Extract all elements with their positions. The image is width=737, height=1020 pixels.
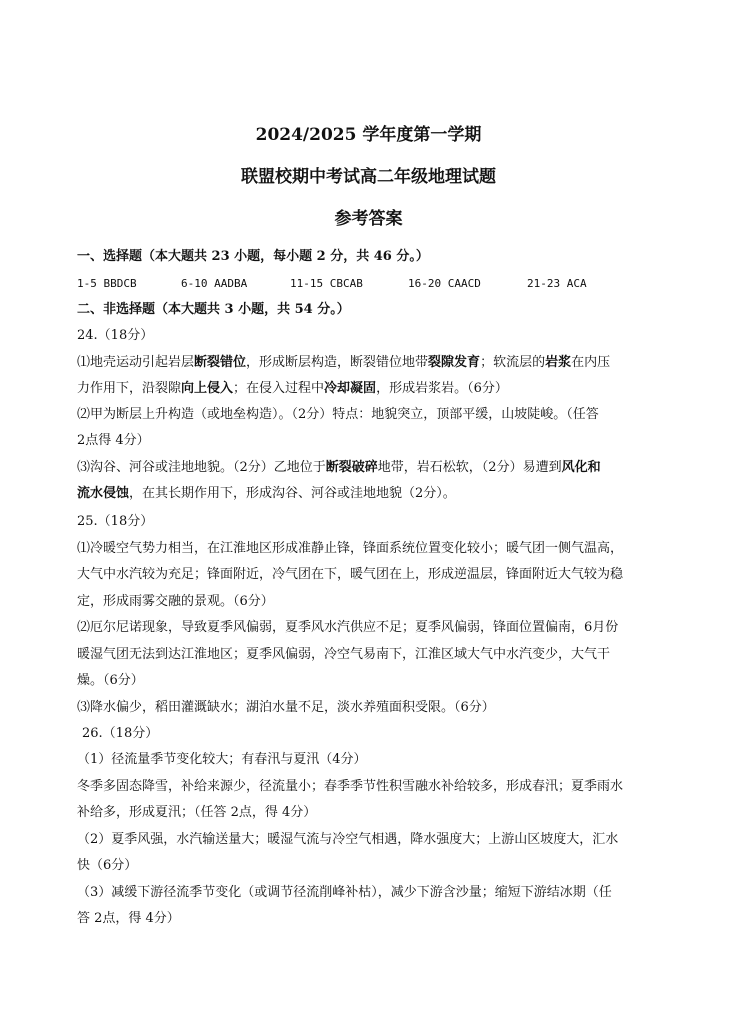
q26-part1-line2: 冬季多固态降雪，补给来源少，径流量小；春季季节性积雪融水补给较多，形成春汛；夏季雨水 xyxy=(77,779,624,794)
q25-part2-line3: 燥。（6分） xyxy=(77,673,144,688)
q24-part1-line1: ⑴地壳运动引起岩层断裂错位，形成断层构造，断裂错位地带裂隙发育；软流层的岩浆在内压 xyxy=(77,355,611,370)
q24-title: 24.（18分） xyxy=(77,328,154,343)
answer-group-5: 21-23 ACA xyxy=(527,277,587,290)
q26-part1-line3: 补给多，形成夏汛；（任答 2点，得 4分） xyxy=(77,805,317,820)
answer-group-4: 16-20 CAACD xyxy=(408,277,481,290)
title-answer-key: 参考答案 xyxy=(334,209,403,229)
section2-heading: 二、非选择题（本大题共 3 小题，共 54 分。） xyxy=(77,302,350,317)
q25-part1-line2: 大气中水汽较为充足；锋面附近，冷气团在下，暖气团在上，形成逆温层，锋面附近大气较为稳 xyxy=(77,567,624,582)
q26-part1-line1: （1）径流量季节变化较大；有春汛与夏汛（4分） xyxy=(77,752,367,767)
q25-part1-line1: ⑴冷暖空气势力相当，在江淮地区形成准静止锋，锋面系统位置变化较小；暖气团一侧气温高， xyxy=(77,541,624,556)
title-exam: 联盟校期中考试高二年级地理试题 xyxy=(241,167,496,187)
section1-heading: 一、选择题（本大题共 23 小题，每小题 2 分，共 46 分。） xyxy=(77,249,429,264)
q25-part2-line2: 暖湿气团无法到达江淮地区；夏季风偏弱，冷空气易南下，江淮区域大气中水汽变少，大气干 xyxy=(77,647,611,662)
q25-part2-line1: ⑵厄尔尼诺现象，导致夏季风偏弱，夏季风水汽供应不足；夏季风偏弱，锋面位置偏南，6月份 xyxy=(77,620,619,635)
q26-part2-line2: 快（6分） xyxy=(77,858,138,873)
q26-part2-line1: （2）夏季风强，水汽输送量大；暖湿气流与冷空气相遇，降水强度大；上游山区坡度大，汇水 xyxy=(77,832,619,847)
q26-part3-line1: （3）减缓下游径流季节变化（或调节径流削峰补枯），减少下游含沙量；缩短下游结冰期（任 xyxy=(77,885,612,900)
title-year: 2024/2025 学年度第一学期 xyxy=(255,125,482,145)
q26-part3-line2: 答 2点，得 4分） xyxy=(77,911,180,926)
answer-group-1: 1-5 BBDCB xyxy=(77,277,137,290)
answer-group-3: 11-15 CBCAB xyxy=(290,277,363,290)
q24-part3-line2: 流水侵蚀，在其长期作用下，形成沟谷、河谷或洼地地貌（2分）。 xyxy=(77,486,456,501)
q25-title: 25.（18分） xyxy=(77,514,154,529)
q24-part2-line2: 2点得 4分） xyxy=(77,433,150,448)
q25-part1-line3: 定，形成雨雾交融的景观。（6分） xyxy=(77,594,274,609)
q24-part3-line1: ⑶沟谷、河谷或洼地地貌。（2分）乙地位于断裂破碎地带，岩石松软，（2分）易遭到风化和 xyxy=(77,460,601,475)
q26-title: 26.（18分） xyxy=(82,726,159,741)
q24-part2-line1: ⑵甲为断层上升构造（或地垒构造）。（2分）特点：地貌突立，顶部平缓，山坡陡峻。（任答 xyxy=(77,407,599,422)
q24-part1-line2: 力作用下，沿裂隙向上侵入；在侵入过程中冷却凝固，形成岩浆岩。（6分） xyxy=(77,381,508,396)
q25-part3-line1: ⑶降水偏少，稻田灌溉缺水；湖泊水量不足，淡水养殖面积受限。（6分） xyxy=(77,700,495,715)
answer-group-2: 6-10 AADBA xyxy=(181,277,248,290)
